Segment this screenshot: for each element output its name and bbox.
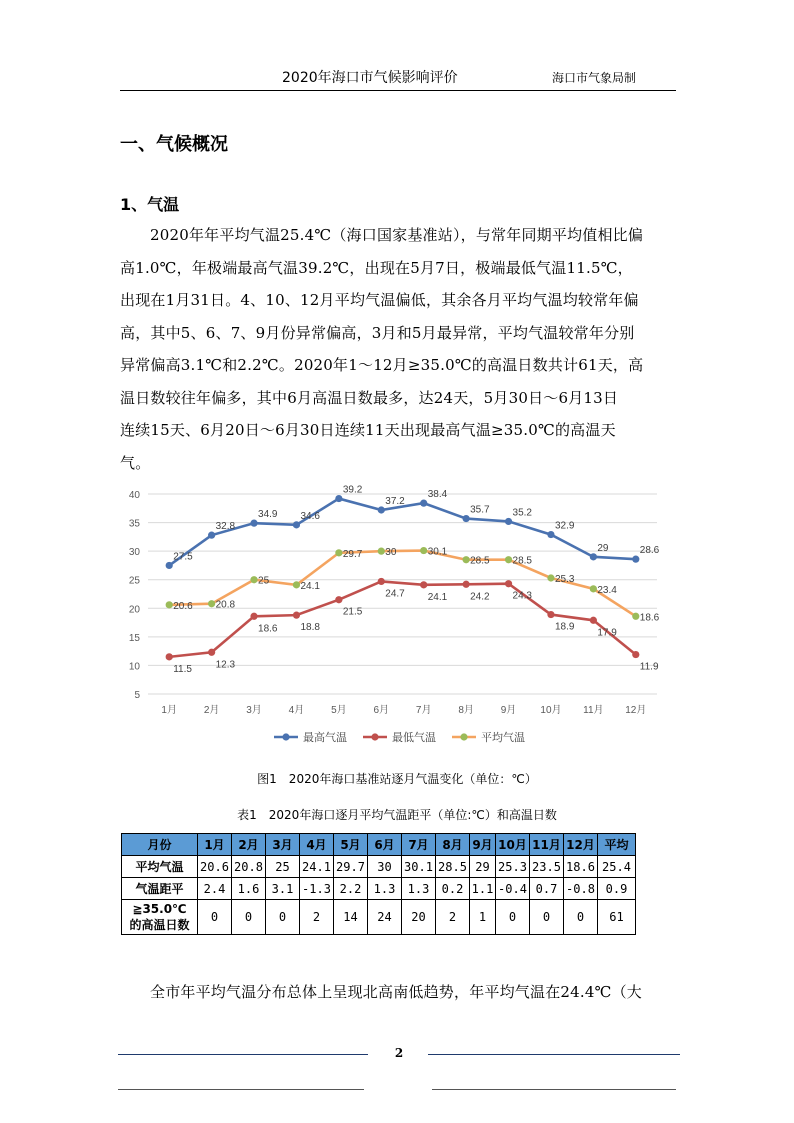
row-label-line: ≧35.0℃	[132, 901, 187, 916]
footer-rule-left	[118, 1054, 368, 1055]
table-cell: 23.5	[530, 856, 564, 878]
paragraph-line: 连续15天、6月20日～6月30日连续11天出现最高气温≥35.0℃的高温天	[120, 421, 616, 439]
table-cell: 0	[266, 900, 300, 935]
x-tick-label: 2月	[203, 705, 220, 716]
x-tick-label: 1月	[161, 705, 177, 716]
y-tick-label: 10	[128, 661, 140, 673]
data-label: 27.5	[173, 551, 193, 563]
legend-label: 最低气温	[392, 732, 436, 744]
table-cell: 29.7	[334, 856, 368, 878]
data-point	[590, 553, 597, 560]
data-label: 29	[597, 542, 609, 554]
paragraph-line: 温日数较往年偏多，其中6月高温日数最多，达24天，5月30日～6月13日	[120, 388, 619, 407]
paragraph-line: 出现在1月31日。4、10、12月平均气温偏低，其余各月平均气温均较常年偏	[120, 291, 639, 309]
data-label: 12.3	[215, 659, 236, 671]
data-label: 20.8	[215, 599, 236, 611]
row-label-line: 的高温日数	[129, 917, 190, 932]
table-cell: 20.8	[232, 856, 266, 878]
table-row	[122, 900, 636, 935]
table-header-cell: 月份	[122, 834, 198, 856]
data-label: 24.3	[512, 590, 533, 602]
table-cell: 0.2	[436, 878, 470, 900]
table-cell: 20.6	[198, 856, 232, 878]
table-header-row	[122, 834, 636, 856]
data-label: 18.6	[258, 623, 278, 635]
y-tick-label: 30	[128, 547, 140, 559]
data-point	[590, 617, 597, 624]
table-cell: 2	[300, 900, 334, 935]
data-label: 24.7	[385, 588, 405, 600]
data-point	[166, 653, 173, 660]
data-label: 24.1	[427, 591, 448, 603]
data-label: 30.1	[427, 546, 448, 558]
footer-rule-right	[428, 1054, 680, 1055]
footer-rule-bottom-left	[118, 1089, 364, 1090]
data-label: 37.2	[385, 496, 405, 507]
data-point	[335, 596, 342, 603]
table-cell: 0	[232, 900, 266, 935]
data-label: 18.8	[300, 622, 320, 634]
data-label: 24.1	[300, 580, 320, 592]
data-point	[590, 585, 597, 592]
table-cell: 1.3	[368, 878, 402, 900]
data-label: 34.9	[258, 509, 278, 521]
y-tick-label: 20	[128, 604, 140, 616]
row-label	[122, 900, 198, 935]
x-tick-label: 6月	[373, 705, 390, 716]
monthly-temperature-chart	[122, 478, 662, 766]
table-header-cell: 10月	[496, 834, 530, 856]
data-point	[463, 581, 470, 588]
data-point	[166, 562, 173, 569]
paragraph-line: 高1.0℃，年极端最高气温39.2℃，出现在5月7日，极端最低气温11.5℃，	[120, 258, 633, 277]
data-label: 28.6	[639, 545, 660, 557]
data-point	[505, 580, 512, 587]
data-point	[547, 531, 554, 538]
data-point	[632, 651, 639, 658]
data-label: 18.6	[639, 612, 660, 624]
table-cell: 2	[436, 900, 470, 935]
data-point	[293, 612, 300, 619]
paragraph-distribution	[120, 976, 678, 1009]
data-point	[505, 518, 512, 525]
data-point	[463, 556, 470, 563]
table-cell: 1.3	[402, 878, 436, 900]
table-cell: 0	[530, 900, 564, 935]
data-point	[378, 506, 385, 513]
data-point	[378, 548, 385, 555]
table-cell: 29	[470, 856, 496, 878]
table-cell: 1.1	[470, 878, 496, 900]
header-title: 2020年海口市气候影响评价	[282, 70, 458, 86]
data-point	[632, 556, 639, 563]
data-point	[250, 520, 257, 527]
data-label: 28.5	[512, 555, 533, 567]
x-tick-label: 5月	[331, 705, 347, 716]
table-cell: 30.1	[402, 856, 436, 878]
table-header-cell: 平均	[598, 834, 636, 856]
data-label: 35.2	[512, 507, 533, 519]
subsection-title: 1、气温	[120, 195, 180, 214]
table-row	[122, 856, 636, 878]
row-label: 平均气温	[122, 856, 198, 878]
data-point	[547, 574, 554, 581]
x-tick-label: 7月	[415, 705, 432, 716]
table-cell: 0	[496, 900, 530, 935]
data-point	[632, 613, 639, 620]
table-cell: 1	[470, 900, 496, 935]
x-tick-label: 12月	[625, 705, 647, 716]
table-cell: 2.2	[334, 878, 368, 900]
paragraph-line: 异常偏高3.1℃和2.2℃。2020年1～12月≥35.0℃的高温日数共计61天，高	[120, 356, 644, 374]
data-label: 11.9	[639, 661, 659, 673]
data-point	[208, 600, 215, 607]
x-tick-label: 3月	[246, 705, 262, 716]
data-label: 21.5	[342, 606, 363, 618]
data-point	[250, 613, 257, 620]
temperature-anomaly-table	[121, 833, 636, 935]
section-title: 一、气候概况	[120, 134, 228, 155]
data-point	[420, 547, 427, 554]
data-label: 32.9	[554, 520, 575, 532]
x-tick-label: 9月	[500, 705, 517, 716]
table-cell: 30	[368, 856, 402, 878]
data-point	[250, 576, 257, 583]
table-header-cell: 9月	[470, 834, 496, 856]
data-point	[293, 521, 300, 528]
table-cell: 0	[564, 900, 598, 935]
row-label: 气温距平	[122, 878, 198, 900]
table-row	[122, 878, 636, 900]
table-header-cell: 2月	[232, 834, 266, 856]
data-label: 35.7	[470, 504, 490, 516]
table-cell: 25	[266, 856, 300, 878]
series-line	[169, 499, 636, 566]
data-label: 29.7	[342, 548, 363, 560]
data-point	[420, 500, 427, 507]
data-point	[335, 495, 342, 502]
table-cell: 28.5	[436, 856, 470, 878]
data-point	[335, 549, 342, 556]
x-tick-label: 8月	[458, 705, 474, 716]
data-label: 25	[258, 575, 270, 587]
data-point	[420, 581, 427, 588]
legend-label: 最高气温	[303, 732, 347, 744]
footer-rule-bottom-right	[432, 1089, 676, 1090]
data-point	[208, 649, 215, 656]
table-cell: -1.3	[300, 878, 334, 900]
table-cell: -0.8	[564, 878, 598, 900]
data-point	[293, 581, 300, 588]
table-header-cell: 1月	[198, 834, 232, 856]
table-cell: 0.7	[530, 878, 564, 900]
table-cell: 24	[368, 900, 402, 935]
table-cell: 25.3	[496, 856, 530, 878]
header-org: 海口市气象局制	[552, 71, 637, 85]
table-header-cell: 6月	[368, 834, 402, 856]
table-cell: 20	[402, 900, 436, 935]
data-label: 32.8	[215, 521, 236, 533]
data-label: 11.5	[173, 663, 192, 675]
x-tick-label: 4月	[288, 705, 305, 716]
y-tick-label: 35	[128, 518, 140, 530]
data-point	[378, 578, 385, 585]
y-tick-label: 15	[128, 632, 140, 644]
paragraph-line: 2020年年平均气温25.4℃（海口国家基准站），与常年同期平均值相比偏	[150, 226, 644, 244]
data-point	[547, 611, 554, 618]
x-tick-label: 10月	[540, 705, 562, 716]
table-header-cell: 3月	[266, 834, 300, 856]
paragraph-line: 气。	[120, 453, 151, 472]
data-point	[166, 601, 173, 608]
table-caption: 表1 2020年海口逐月平均气温距平（单位:℃）和高温日数	[237, 808, 557, 822]
table-header-cell: 4月	[300, 834, 334, 856]
legend-marker	[460, 733, 467, 740]
y-tick-label: 5	[134, 690, 140, 701]
paragraph-line: 全市年平均气温分布总体上呈现北高南低趋势，年平均气温在24.4℃（大	[150, 983, 642, 1001]
y-tick-label: 25	[128, 575, 140, 587]
table-cell: 3.1	[266, 878, 300, 900]
table-cell: 61	[598, 900, 636, 935]
table-cell: 1.6	[232, 878, 266, 900]
table-cell: 25.4	[598, 856, 636, 878]
table-cell: 2.4	[198, 878, 232, 900]
data-label: 17.9	[597, 627, 617, 639]
data-label: 23.4	[597, 584, 617, 596]
legend-label: 平均气温	[481, 732, 525, 744]
table-cell: 0	[198, 900, 232, 935]
data-label: 18.9	[554, 621, 575, 633]
data-label: 28.5	[470, 555, 490, 567]
legend-marker	[371, 733, 378, 740]
paragraph-temperature	[120, 219, 678, 479]
data-point	[505, 556, 512, 563]
data-label: 30	[385, 547, 397, 559]
table-cell: -0.4	[496, 878, 530, 900]
table-cell: 14	[334, 900, 368, 935]
table-header-cell: 5月	[334, 834, 368, 856]
paragraph-line: 高，其中5、6、7、9月份异常偏高，3月和5月最异常，平均气温较常年分别	[120, 323, 635, 342]
x-tick-label: 11月	[583, 705, 604, 716]
data-label: 25.3	[554, 574, 575, 585]
table-cell: 18.6	[564, 856, 598, 878]
page-header	[120, 66, 676, 91]
table-header-cell: 7月	[402, 834, 436, 856]
legend-marker	[282, 733, 289, 740]
table-header-cell: 12月	[564, 834, 598, 856]
data-label: 38.4	[427, 489, 448, 501]
y-tick-label: 40	[128, 490, 140, 501]
page-number: 2	[394, 1046, 404, 1060]
data-point	[463, 515, 470, 522]
data-label: 20.6	[173, 600, 193, 612]
table-cell: 24.1	[300, 856, 334, 878]
table-cell: 0.9	[598, 878, 636, 900]
data-label: 39.2	[342, 484, 363, 496]
figure-caption: 图1 2020年海口基准站逐月气温变化（单位：℃）	[257, 772, 537, 786]
table-header-cell: 8月	[436, 834, 470, 856]
table-header-cell: 11月	[530, 834, 564, 856]
data-label: 24.2	[470, 591, 490, 603]
data-point	[208, 532, 215, 539]
data-label: 34.6	[300, 510, 320, 522]
